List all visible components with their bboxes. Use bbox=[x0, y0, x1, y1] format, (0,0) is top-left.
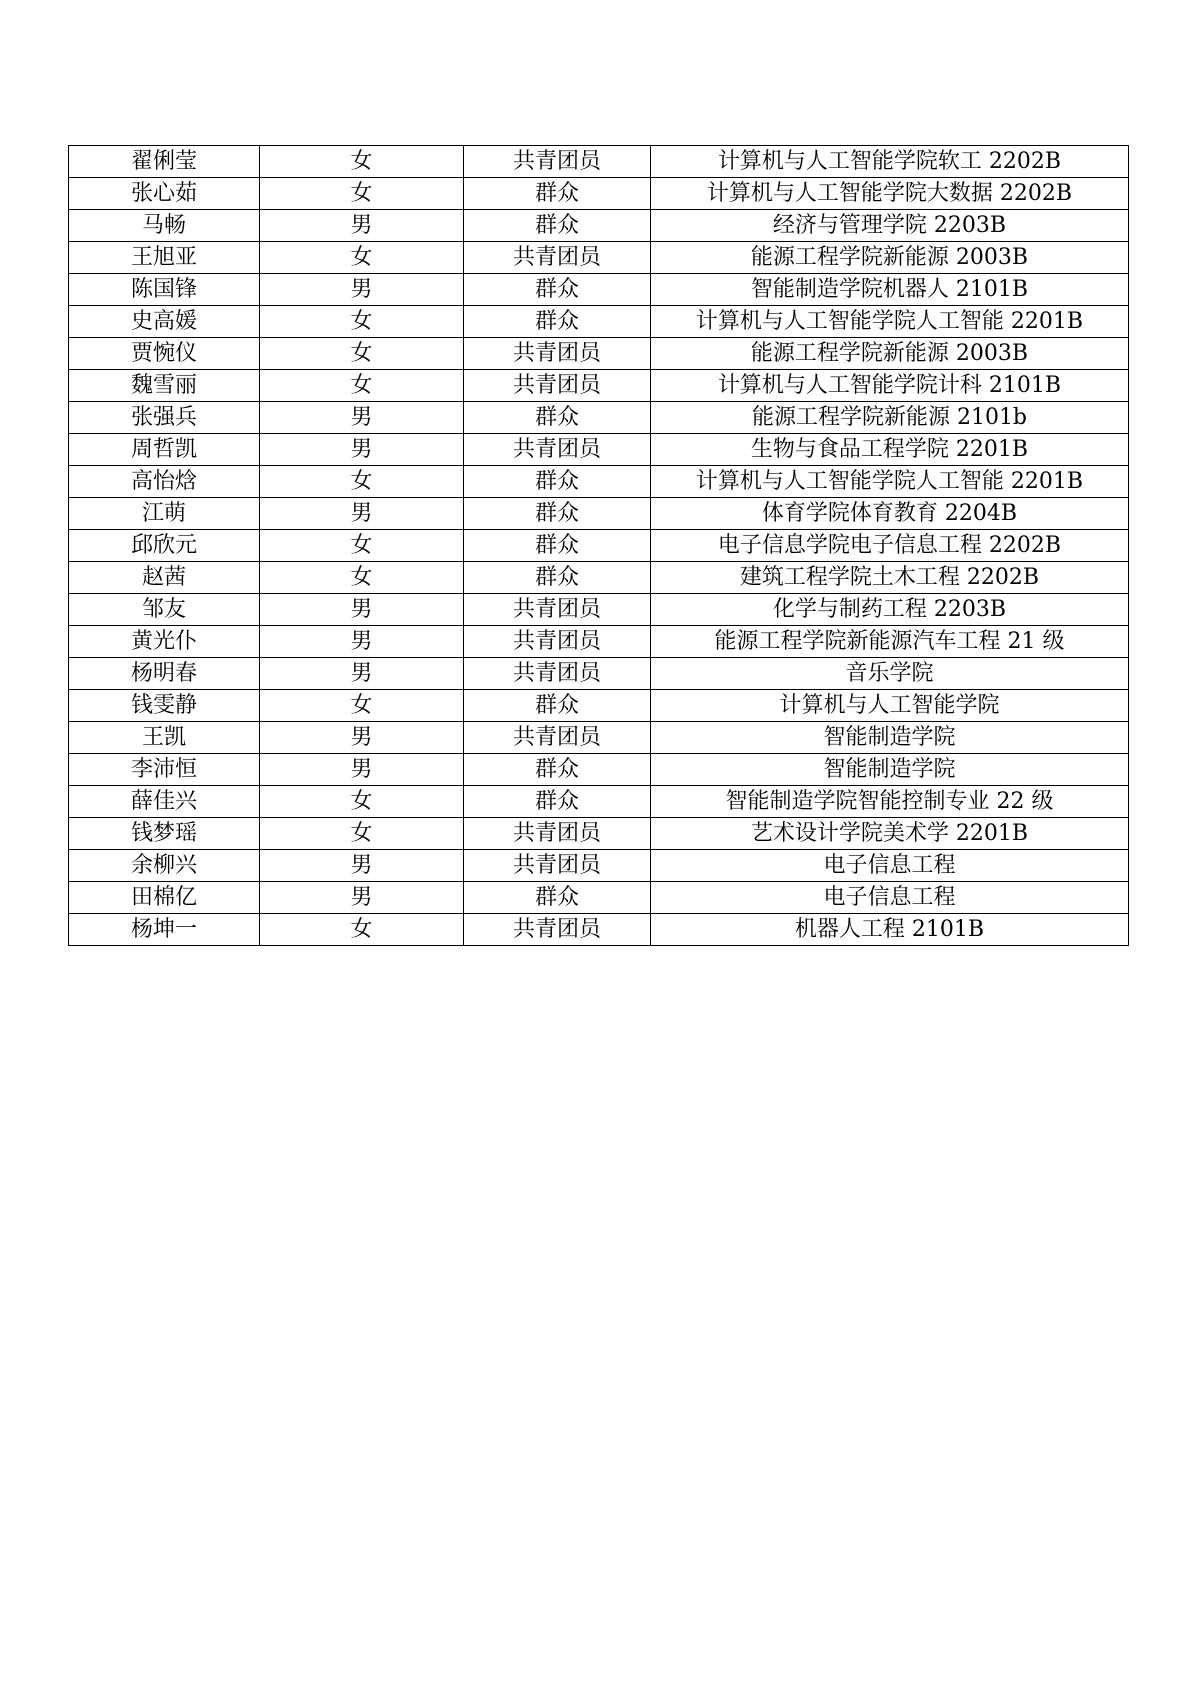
table-row bbox=[69, 402, 1129, 434]
name-cell: 薛佳兴 bbox=[69, 786, 260, 818]
political-status-cell: 群众 bbox=[464, 274, 651, 306]
table-row bbox=[69, 562, 1129, 594]
political-status-cell: 共青团员 bbox=[464, 818, 651, 850]
name-cell: 赵茜 bbox=[69, 562, 260, 594]
table-row bbox=[69, 818, 1129, 850]
political-status-cell: 共青团员 bbox=[464, 626, 651, 658]
political-status-cell: 共青团员 bbox=[464, 850, 651, 882]
political-status-cell: 群众 bbox=[464, 210, 651, 242]
table-row bbox=[69, 722, 1129, 754]
political-status-cell: 群众 bbox=[464, 562, 651, 594]
gender-cell: 女 bbox=[260, 466, 464, 498]
name-cell: 李沛恒 bbox=[69, 754, 260, 786]
unit-cell: 计算机与人工智能学院软工 2202B bbox=[651, 146, 1129, 178]
name-cell: 钱雯静 bbox=[69, 690, 260, 722]
table-row bbox=[69, 850, 1129, 882]
table-row bbox=[69, 690, 1129, 722]
table-row bbox=[69, 594, 1129, 626]
name-cell: 马畅 bbox=[69, 210, 260, 242]
gender-cell: 男 bbox=[260, 274, 464, 306]
unit-cell: 能源工程学院新能源 2101b bbox=[651, 402, 1129, 434]
political-status-cell: 群众 bbox=[464, 466, 651, 498]
unit-cell: 化学与制药工程 2203B bbox=[651, 594, 1129, 626]
roster-table-body bbox=[69, 146, 1129, 946]
unit-cell: 能源工程学院新能源汽车工程 21 级 bbox=[651, 626, 1129, 658]
gender-cell: 男 bbox=[260, 498, 464, 530]
unit-cell: 智能制造学院智能控制专业 22 级 bbox=[651, 786, 1129, 818]
unit-cell: 音乐学院 bbox=[651, 658, 1129, 690]
table-row bbox=[69, 338, 1129, 370]
gender-cell: 女 bbox=[260, 242, 464, 274]
gender-cell: 男 bbox=[260, 722, 464, 754]
name-cell: 史高媛 bbox=[69, 306, 260, 338]
name-cell: 余柳兴 bbox=[69, 850, 260, 882]
gender-cell: 男 bbox=[260, 594, 464, 626]
name-cell: 王旭亚 bbox=[69, 242, 260, 274]
political-status-cell: 共青团员 bbox=[464, 242, 651, 274]
name-cell: 邱欣元 bbox=[69, 530, 260, 562]
political-status-cell: 群众 bbox=[464, 306, 651, 338]
political-status-cell: 群众 bbox=[464, 786, 651, 818]
gender-cell: 女 bbox=[260, 370, 464, 402]
table-row bbox=[69, 882, 1129, 914]
gender-cell: 女 bbox=[260, 562, 464, 594]
table-row bbox=[69, 274, 1129, 306]
political-status-cell: 共青团员 bbox=[464, 434, 651, 466]
unit-cell: 能源工程学院新能源 2003B bbox=[651, 338, 1129, 370]
unit-cell: 计算机与人工智能学院 bbox=[651, 690, 1129, 722]
political-status-cell: 群众 bbox=[464, 178, 651, 210]
political-status-cell: 共青团员 bbox=[464, 594, 651, 626]
gender-cell: 男 bbox=[260, 754, 464, 786]
table-row bbox=[69, 498, 1129, 530]
unit-cell: 机器人工程 2101B bbox=[651, 914, 1129, 946]
table-row bbox=[69, 306, 1129, 338]
gender-cell: 女 bbox=[260, 146, 464, 178]
gender-cell: 女 bbox=[260, 306, 464, 338]
political-status-cell: 群众 bbox=[464, 402, 651, 434]
political-status-cell: 共青团员 bbox=[464, 146, 651, 178]
unit-cell: 电子信息工程 bbox=[651, 882, 1129, 914]
gender-cell: 男 bbox=[260, 658, 464, 690]
gender-cell: 女 bbox=[260, 818, 464, 850]
unit-cell: 体育学院体育教育 2204B bbox=[651, 498, 1129, 530]
name-cell: 周哲凯 bbox=[69, 434, 260, 466]
unit-cell: 计算机与人工智能学院计科 2101B bbox=[651, 370, 1129, 402]
political-status-cell: 共青团员 bbox=[464, 722, 651, 754]
name-cell: 王凯 bbox=[69, 722, 260, 754]
name-cell: 翟俐莹 bbox=[69, 146, 260, 178]
table-row bbox=[69, 658, 1129, 690]
political-status-cell: 群众 bbox=[464, 754, 651, 786]
political-status-cell: 群众 bbox=[464, 498, 651, 530]
name-cell: 黄光仆 bbox=[69, 626, 260, 658]
political-status-cell: 群众 bbox=[464, 530, 651, 562]
name-cell: 张强兵 bbox=[69, 402, 260, 434]
table-row bbox=[69, 754, 1129, 786]
gender-cell: 男 bbox=[260, 210, 464, 242]
unit-cell: 建筑工程学院土木工程 2202B bbox=[651, 562, 1129, 594]
table-row bbox=[69, 530, 1129, 562]
gender-cell: 男 bbox=[260, 850, 464, 882]
roster-table bbox=[68, 145, 1129, 946]
name-cell: 魏雪丽 bbox=[69, 370, 260, 402]
unit-cell: 智能制造学院机器人 2101B bbox=[651, 274, 1129, 306]
name-cell: 杨明春 bbox=[69, 658, 260, 690]
unit-cell: 计算机与人工智能学院人工智能 2201B bbox=[651, 306, 1129, 338]
table-row bbox=[69, 370, 1129, 402]
gender-cell: 女 bbox=[260, 786, 464, 818]
political-status-cell: 群众 bbox=[464, 882, 651, 914]
political-status-cell: 共青团员 bbox=[464, 914, 651, 946]
table-row bbox=[69, 210, 1129, 242]
gender-cell: 男 bbox=[260, 882, 464, 914]
political-status-cell: 共青团员 bbox=[464, 658, 651, 690]
name-cell: 田棉亿 bbox=[69, 882, 260, 914]
gender-cell: 女 bbox=[260, 338, 464, 370]
unit-cell: 经济与管理学院 2203B bbox=[651, 210, 1129, 242]
unit-cell: 计算机与人工智能学院大数据 2202B bbox=[651, 178, 1129, 210]
unit-cell: 计算机与人工智能学院人工智能 2201B bbox=[651, 466, 1129, 498]
table-row bbox=[69, 434, 1129, 466]
unit-cell: 智能制造学院 bbox=[651, 722, 1129, 754]
gender-cell: 女 bbox=[260, 690, 464, 722]
name-cell: 杨坤一 bbox=[69, 914, 260, 946]
gender-cell: 男 bbox=[260, 626, 464, 658]
name-cell: 贾惋仪 bbox=[69, 338, 260, 370]
gender-cell: 女 bbox=[260, 914, 464, 946]
table-row bbox=[69, 466, 1129, 498]
gender-cell: 女 bbox=[260, 178, 464, 210]
table-row bbox=[69, 786, 1129, 818]
unit-cell: 艺术设计学院美术学 2201B bbox=[651, 818, 1129, 850]
name-cell: 江萌 bbox=[69, 498, 260, 530]
unit-cell: 智能制造学院 bbox=[651, 754, 1129, 786]
unit-cell: 能源工程学院新能源 2003B bbox=[651, 242, 1129, 274]
gender-cell: 男 bbox=[260, 402, 464, 434]
table-row bbox=[69, 178, 1129, 210]
political-status-cell: 共青团员 bbox=[464, 338, 651, 370]
name-cell: 张心茹 bbox=[69, 178, 260, 210]
table-row bbox=[69, 146, 1129, 178]
unit-cell: 电子信息工程 bbox=[651, 850, 1129, 882]
unit-cell: 电子信息学院电子信息工程 2202B bbox=[651, 530, 1129, 562]
name-cell: 陈国锋 bbox=[69, 274, 260, 306]
table-row bbox=[69, 914, 1129, 946]
gender-cell: 男 bbox=[260, 434, 464, 466]
document-page bbox=[68, 145, 1128, 946]
name-cell: 邹友 bbox=[69, 594, 260, 626]
political-status-cell: 共青团员 bbox=[464, 370, 651, 402]
table-row bbox=[69, 242, 1129, 274]
unit-cell: 生物与食品工程学院 2201B bbox=[651, 434, 1129, 466]
political-status-cell: 群众 bbox=[464, 690, 651, 722]
gender-cell: 女 bbox=[260, 530, 464, 562]
name-cell: 高怡焓 bbox=[69, 466, 260, 498]
name-cell: 钱梦瑶 bbox=[69, 818, 260, 850]
table-row bbox=[69, 626, 1129, 658]
